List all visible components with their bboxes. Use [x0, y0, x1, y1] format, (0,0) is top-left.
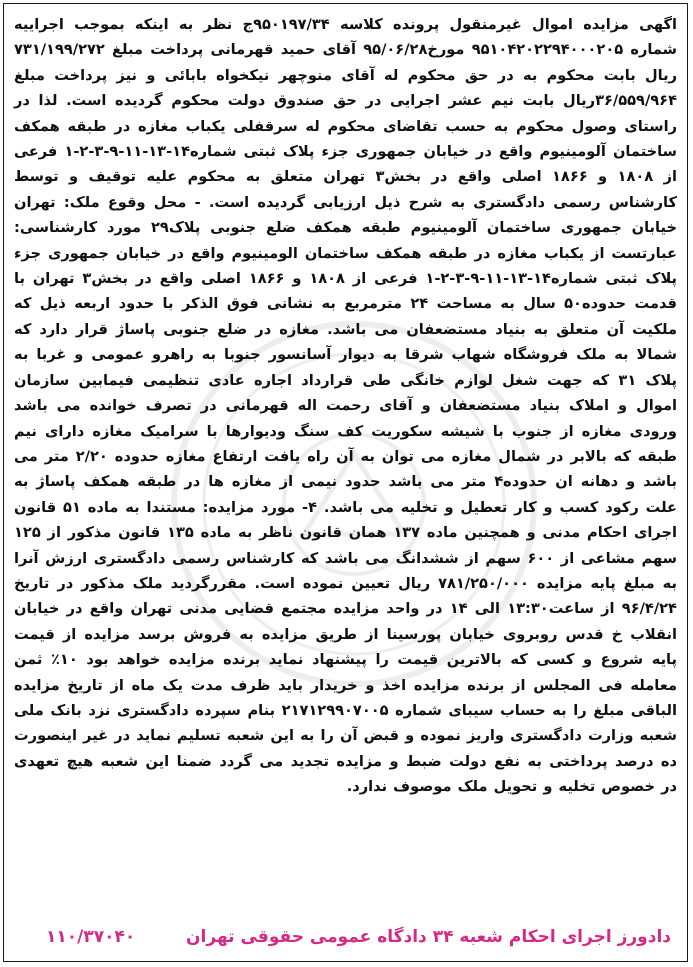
issuer-signature: دادورز اجرای احکام شعبه ۳۴ دادگاه عمومی حقوقی تهران	[186, 927, 671, 947]
notice-text: اگهی مزایده اموال غیرمنقول پرونده کلاسه ۹۵۰۱۹۷/۳۴ج نظر به اینکه بموجب اجراییه شماره ۹۵۱۰۴۲۰۲۲۹۴۰۰۰۲۰۵ مورخ۹۵/۰۶/۲۸ آقای حمید قهرمانی پرداخت مبلغ ۷۳۱/۱۹۹/۲۷۲ ریال بابت محکوم به در حق محکوم له آقای منوچهر نیکخواه بابائی و نیز پرداخت مبلغ ۳۶/۵۵۹/۹۶۴ریال بابت نیم عشر اجرایی در حق صندوق دولت محکوم گردیده است. لذا در راستای وصول محکوم به حسب تقاضای محکوم له سرقفلی یکباب مغازه در طبقه همکف ساختمان آلومینیوم واقع در خیابان جمهوری جزء پلاک ثبتی شماره۱۴-۱۳-۱۱-۹-۳-۲-۱ فرعی از ۱۸۰۸ و ۱۸۶۶ اصلی واقع در بخش۳ تهران متعلق به محکوم علیه توقیف و توسط کارشناس رسمی دادگستری به شرح ذیل ارزیابی گردیده است. - محل وقوع ملک: تهران خیابان جمهوری ساختمان آلومینیوم طبقه همکف ضلع جنوبی پلاک۲۹ مورد کارشناسی: عبارتست از یکباب مغازه در طبقه همکف ساختمان الومینیوم واقع در خیابان جمهوری جزء پلاک ثبتی شماره۱۴-۱۳-۱۱-۹-۳-۲-۱ فرعی از ۱۸۰۸ و ۱۸۶۶ اصلی واقع در بخش۳ تهران با قدمت حدوده۵۰ سال به مساحت ۲۴ مترمربع به نشانی فوق الذکر با حدود اربعه ذیل که ملکیت آن متعلق به بنیاد مستضعفان می باشد. مغازه در ضلع جنوبی پاساژ قرار دارد که شمالا به ملک فروشگاه شهاب شرقا به دیوار آسانسور جنوبا به راهرو عمومی و غربا به پلاک ۳۱ که جهت شغل لوازم خانگی طی قرارداد اجاره عادی تنظیمی فیمابین سازمان اموال و املاک بنیاد مستضعفان و آقای رحمت اله قهرمانی در تصرف خوانده می باشد ورودی مغازه از جنوب با شیشه سکوریت کف سنگ ودیوارها با سرامیک مغازه دارای نیم طبقه که بالابر در شمال مغازه می توان به آن راه یافت ارتفاع مغازه حدوده ۲/۲۰ متر می باشد و دهانه ان حدوده۴ متر می باشد حدود نیمی از مغازه ها در طبقه همکف پاساژ به علت رکود کسب و کار تعطیل و تخلیه می باشد. ۴- مورد مزایده: مستندا به ماده ۵۱ قانون اجرای احکام مدنی و همچنین ماده ۱۳۷ همان قانون ناظر به ماده ۱۳۵ قانون مذکور از ۱۲۵ سهم مشاعی از ۶۰۰ سهم از ششدانگ می باشد که کارشناس رسمی دادگستری ارزش آنرا به مبلغ پایه مزایده ۷۸۱/۲۵۰/۰۰۰ ریال تعیین نموده است. مقررگردید ملک مذکور در تاریخ ۹۶/۴/۲۴ از ساعت۱۳:۳۰ الی ۱۴ در واحد مزایده مجتمع قضایی مدنی تهران واقع در خیابان انقلاب خ قدس روبروی خیابان پورسینا از طریق مزایده به فروش برسد مزایده از قیمت پایه شروع و کسی که بالاترین قیمت را پیشنهاد نماید برنده مزایده خواهد بود ۱۰٪ ثمن معامله فی المجلس از برنده مزایده اخذ و خریدار باید ظرف مدت یک ماه از تاریخ مزایده الباقی مبلغ را به حساب سیبای شماره ۲۱۷۱۲۹۹۰۷۰۰۵ بنام سپرده دادگستری نزد بانک ملی شعبه وزارت دادگستری واریز نموده و قبض آن را به این شعبه تسلیم نماید در غیر اینصورت ده درصد پرداختی به نفع دولت ضبط و مزایده تجدید می گردد ضمنا این شعبه هیچ تعهدی در خصوص تخلیه و تحویل ملک موصوف ندارد.	[14, 16, 678, 796]
auction-notice	[3, 3, 688, 962]
notice-code: ۱۱۰/۳۷۰۴۰	[46, 927, 136, 947]
notice-body	[14, 12, 677, 800]
notice-footer	[16, 922, 675, 952]
